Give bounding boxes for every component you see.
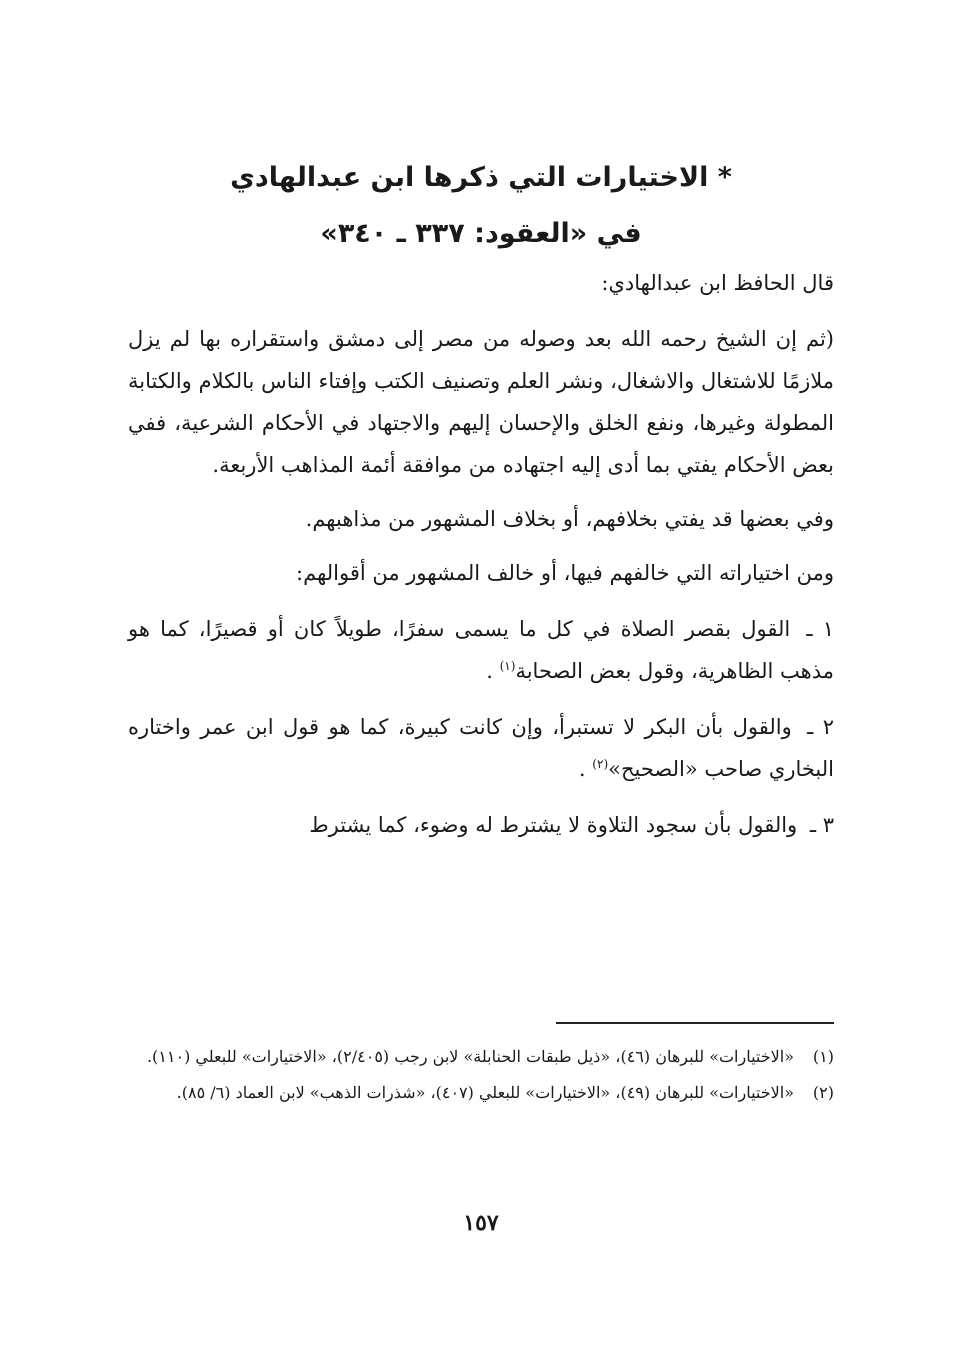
page-number: ١٥٧ bbox=[463, 1210, 499, 1236]
quote-paragraph: (ثم إن الشيخ رحمه الله بعد وصوله من مصر إلى دمشق واستقراره بها لم يزل ملازمًا للاشتغال والاشغال، ونشر العلم وتصنيف الكتب وإفتاء الناس بالكلام والكتابة المطولة وغيرها، ونفع الخلق والإحسان إليهم والاجتهاد في الأحكام الشرعية، ففي بعض الأحكام يفتي بما أدى إليه اجتهاده من موافقة أئمة المذاهب الأربعة. bbox=[128, 327, 834, 477]
list-item-text: القول بقصر الصلاة في كل ما يسمى سفرًا، طويلاً كان أو قصيرًا، كما هو مذهب الظاهرية، وقول بعض الصحابة bbox=[128, 617, 834, 683]
section-title-line-2: في «العقود: ٣٣٧ ـ ٣٤٠» bbox=[320, 218, 642, 249]
footnote-number: (١) bbox=[812, 1047, 834, 1066]
footnote bbox=[128, 1076, 834, 1110]
list-item-end: . bbox=[578, 757, 586, 781]
footnote-text: «الاختيارات» للبرهان (٤٦)، «ذيل طبقات الحنابلة» لابن رجب (٢/٤٠٥)، «الاختيارات» للبعلي (١١٠). bbox=[146, 1047, 794, 1066]
footnote-reference[interactable]: (١) bbox=[499, 659, 516, 673]
footnote-text: «الاختيارات» للبرهان (٤٩)، «الاختيارات» للبعلي (٤٠٧)، «شذرات الذهب» لابن العماد (٦/ ٨٥). bbox=[176, 1083, 794, 1102]
list-item-number: ٣ ـ bbox=[809, 813, 834, 837]
footnote bbox=[128, 1040, 834, 1074]
list-item bbox=[128, 608, 834, 692]
list-item bbox=[128, 804, 834, 846]
section-title bbox=[128, 150, 834, 262]
footnote-divider bbox=[556, 1022, 834, 1024]
book-page bbox=[128, 150, 834, 1260]
intro-line: قال الحافظ ابن عبدالهادي: bbox=[601, 271, 834, 295]
footnote-reference[interactable]: (٢) bbox=[592, 757, 609, 771]
list-item-text: والقول بأن البكر لا تستبرأ، وإن كانت كبيرة، كما هو قول ابن عمر واختاره البخاري صاحب «الصحيح» bbox=[128, 715, 834, 781]
footnotes bbox=[128, 1040, 834, 1112]
list-item-end: . bbox=[486, 659, 493, 683]
paragraph-2: وفي بعضها قد يفتي بخلافهم، أو بخلاف المشهور من مذاهبهم. bbox=[305, 507, 834, 531]
list-item-number: ١ ـ bbox=[806, 617, 834, 641]
list-item-text: والقول بأن سجود التلاوة لا يشترط له وضوء، كما يشترط bbox=[309, 813, 798, 837]
paragraph-3: ومن اختياراته التي خالفهم فيها، أو خالف المشهور من أقوالهم: bbox=[296, 561, 834, 585]
list-item bbox=[128, 706, 834, 790]
list-item-number: ٢ ـ bbox=[807, 715, 835, 739]
section-title-line-1: * الاختيارات التي ذكرها ابن عبدالهادي bbox=[230, 162, 732, 193]
footnote-number: (٢) bbox=[812, 1083, 834, 1102]
